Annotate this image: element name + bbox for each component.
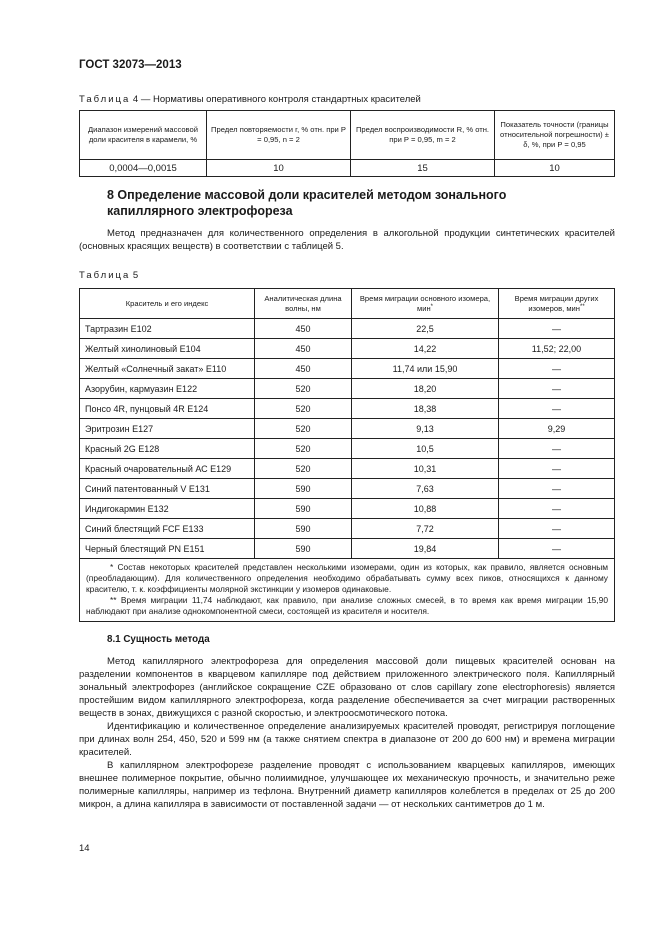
- table4-cell: 10: [207, 160, 351, 177]
- table5-header-text: Время миграции основного изомера, мин: [359, 293, 491, 313]
- table5-row: [80, 499, 615, 519]
- table5-row: [80, 539, 615, 559]
- table5-cell: Синий патентованный V Е131: [80, 479, 255, 499]
- table5-row: [80, 339, 615, 359]
- table5-cell: 520: [255, 459, 352, 479]
- table5-cell: 590: [255, 539, 352, 559]
- table5-cell: 520: [255, 399, 352, 419]
- table5-cell: Желтый «Солнечный закат» Е110: [80, 359, 255, 379]
- table5-caption-prefix: Таблица: [79, 270, 131, 281]
- table5-cell: Азорубин, кармуазин Е122: [80, 379, 255, 399]
- paragraph: В капиллярном электрофорезе разделение проводят с использованием кварцевых капилляров, имеющих внешнее полимерное покрытие, обычно полиимидное, улучшающее их механическую прочность, и значительно реже полимерные капилляры, например из тефлона. Внутренний диаметр капилляров колеблется в пределах от 25 до 200 микрон, а длина капилляра в зависимости от поставленной задачи — от нескольких сантиметров до 1 м.: [79, 760, 615, 810]
- table5-cell: 22,5: [352, 319, 499, 339]
- table5-cell: 18,20: [352, 379, 499, 399]
- table5-cell: 18,38: [352, 399, 499, 419]
- footnote-mark: *: [430, 303, 433, 310]
- table5-cell: 10,31: [352, 459, 499, 479]
- table5-cell: —: [499, 499, 615, 519]
- table4-header-cell: Диапазон измерений массовой доли красителя в карамели, %: [80, 111, 207, 160]
- table4-header-row: [80, 111, 615, 160]
- table5-row: [80, 379, 615, 399]
- table4-header-cell: Предел воспроизводимости R, % отн. при P = 0,95, m = 2: [351, 111, 495, 160]
- table5-row: [80, 359, 615, 379]
- footnote-mark: **: [580, 303, 585, 310]
- table5-cell: 590: [255, 479, 352, 499]
- table5-row: [80, 439, 615, 459]
- section-8-intro: [79, 227, 615, 253]
- document-header: ГОСТ 32073—2013: [79, 59, 182, 71]
- footnote: ** Время миграции 11,74 наблюдают, как правило, при анализе сложных смесей, в то время как время миграции 15,90 наблюдают при анализе однокомпонентной смеси, состоящей из красителя и носителя.: [86, 595, 608, 617]
- table5-cell: 450: [255, 339, 352, 359]
- table5-caption-text: 5: [132, 270, 139, 281]
- table5-cell: Индигокармин Е132: [80, 499, 255, 519]
- table5-cell: Синий блестящий FCF Е133: [80, 519, 255, 539]
- table4-row: [80, 160, 615, 177]
- table4: [79, 110, 615, 177]
- paragraph: Метод капиллярного электрофореза для определения массовой доли пищевых красителей основан на разделении компонентов в кварцевом капилляре под действием приложенного электрического поля. Капиллярный зональный электрофорез (английское сокращение CZE образовано от слов capillary zone electrophoresis) является простейшим видом капиллярного электрофореза, когда разделение обеспечивается за счет миграции растворенных веществ в зонах, движущихся с разной скоростью, и электроосмотического потока.: [79, 656, 615, 719]
- footnote: * Состав некоторых красителей представлен несколькими изомерами, один из которых, как правило, является основным (преобладающим). Для количественного определения необходимо обрабатывать сумму всех пиков, относящихся к данному красителю, т. к. коэффициенты молярной экстинкции у изомеров одинаковые.: [86, 562, 608, 595]
- table5-cell: —: [499, 519, 615, 539]
- table5-row: [80, 519, 615, 539]
- paragraph: Метод предназначен для количественного определения в алкогольной продукции синтетических красителей (основных красящих веществ) в соответствии с таблицей 5.: [79, 228, 615, 252]
- table5: [79, 288, 615, 622]
- table5-cell: 10,5: [352, 439, 499, 459]
- table5-cell: Красный 2G Е128: [80, 439, 255, 459]
- table5-header-cell: Аналитическая длина волны, нм: [255, 289, 352, 319]
- table5-cell: 520: [255, 419, 352, 439]
- section-8-heading: 8 Определение массовой доли красителей методом зонального капиллярного электрофореза: [107, 188, 507, 218]
- table5-header-cell: Краситель и его индекс: [80, 289, 255, 319]
- table5-row: [80, 459, 615, 479]
- table5-footnote-row: [80, 559, 615, 622]
- table4-caption-text: 4 — Нормативы оперативного контроля стандартных красителей: [132, 94, 421, 105]
- table4-cell: 15: [351, 160, 495, 177]
- table5-caption: [79, 270, 138, 281]
- table5-cell: —: [499, 539, 615, 559]
- table5-cell: 520: [255, 439, 352, 459]
- table5-cell: Желтый хинолиновый Е104: [80, 339, 255, 359]
- table5-cell: 10,88: [352, 499, 499, 519]
- table5-row: [80, 479, 615, 499]
- table5-cell: Черный блестящий PN Е151: [80, 539, 255, 559]
- table5-cell: 7,63: [352, 479, 499, 499]
- table5-cell: Красный очаровательный АС Е129: [80, 459, 255, 479]
- table5-cell: —: [499, 439, 615, 459]
- table5-cell: 19,84: [352, 539, 499, 559]
- table5-cell: —: [499, 319, 615, 339]
- table5-cell: 11,52; 22,00: [499, 339, 615, 359]
- table5-row: [80, 419, 615, 439]
- table5-row: [80, 319, 615, 339]
- table5-cell: 9,29: [499, 419, 615, 439]
- table5-cell: 7,72: [352, 519, 499, 539]
- table4-header-cell: Предел повторяемости r, % отн. при P = 0,95, n = 2: [207, 111, 351, 160]
- page-number: 14: [79, 843, 90, 854]
- paragraph: Идентификацию и количественное определение анализируемых красителей проводят, регистрируя поглощение при длинах волн 254, 450, 520 и 599 нм (а также снятием спектра в диапазоне от 200 до 600 нм) и времена миграции красителей.: [79, 721, 615, 758]
- table5-header-cell: [499, 289, 615, 319]
- table5-cell: 590: [255, 519, 352, 539]
- table5-footnotes: [80, 559, 615, 622]
- table5-header-cell: [352, 289, 499, 319]
- table5-cell: 520: [255, 379, 352, 399]
- table5-cell: 14,22: [352, 339, 499, 359]
- table5-cell: —: [499, 359, 615, 379]
- table4-header-cell: Показатель точности (границы относительной погрешности) ± δ, %, при P = 0,95: [495, 111, 615, 160]
- table5-header-text: Время миграции других изомеров, мин: [514, 293, 599, 313]
- table5-cell: Понсо 4R, пунцовый 4R Е124: [80, 399, 255, 419]
- table5-cell: Тартразин Е102: [80, 319, 255, 339]
- section-8-1-heading: 8.1 Сущность метода: [107, 634, 210, 645]
- table5-row: [80, 399, 615, 419]
- table5-header-row: [80, 289, 615, 319]
- table5-cell: 590: [255, 499, 352, 519]
- table5-cell: Эритрозин Е127: [80, 419, 255, 439]
- table5-cell: —: [499, 459, 615, 479]
- table4-cell: 0,0004—0,0015: [80, 160, 207, 177]
- table4-cell: 10: [495, 160, 615, 177]
- table5-cell: 450: [255, 359, 352, 379]
- table5-cell: —: [499, 399, 615, 419]
- table5-cell: 450: [255, 319, 352, 339]
- table5-cell: —: [499, 479, 615, 499]
- table4-caption: [79, 94, 421, 105]
- table5-cell: —: [499, 379, 615, 399]
- table4-caption-prefix: Таблица: [79, 94, 131, 105]
- table5-cell: 9,13: [352, 419, 499, 439]
- table5-cell: 11,74 или 15,90: [352, 359, 499, 379]
- section-8-1-body: [79, 655, 615, 811]
